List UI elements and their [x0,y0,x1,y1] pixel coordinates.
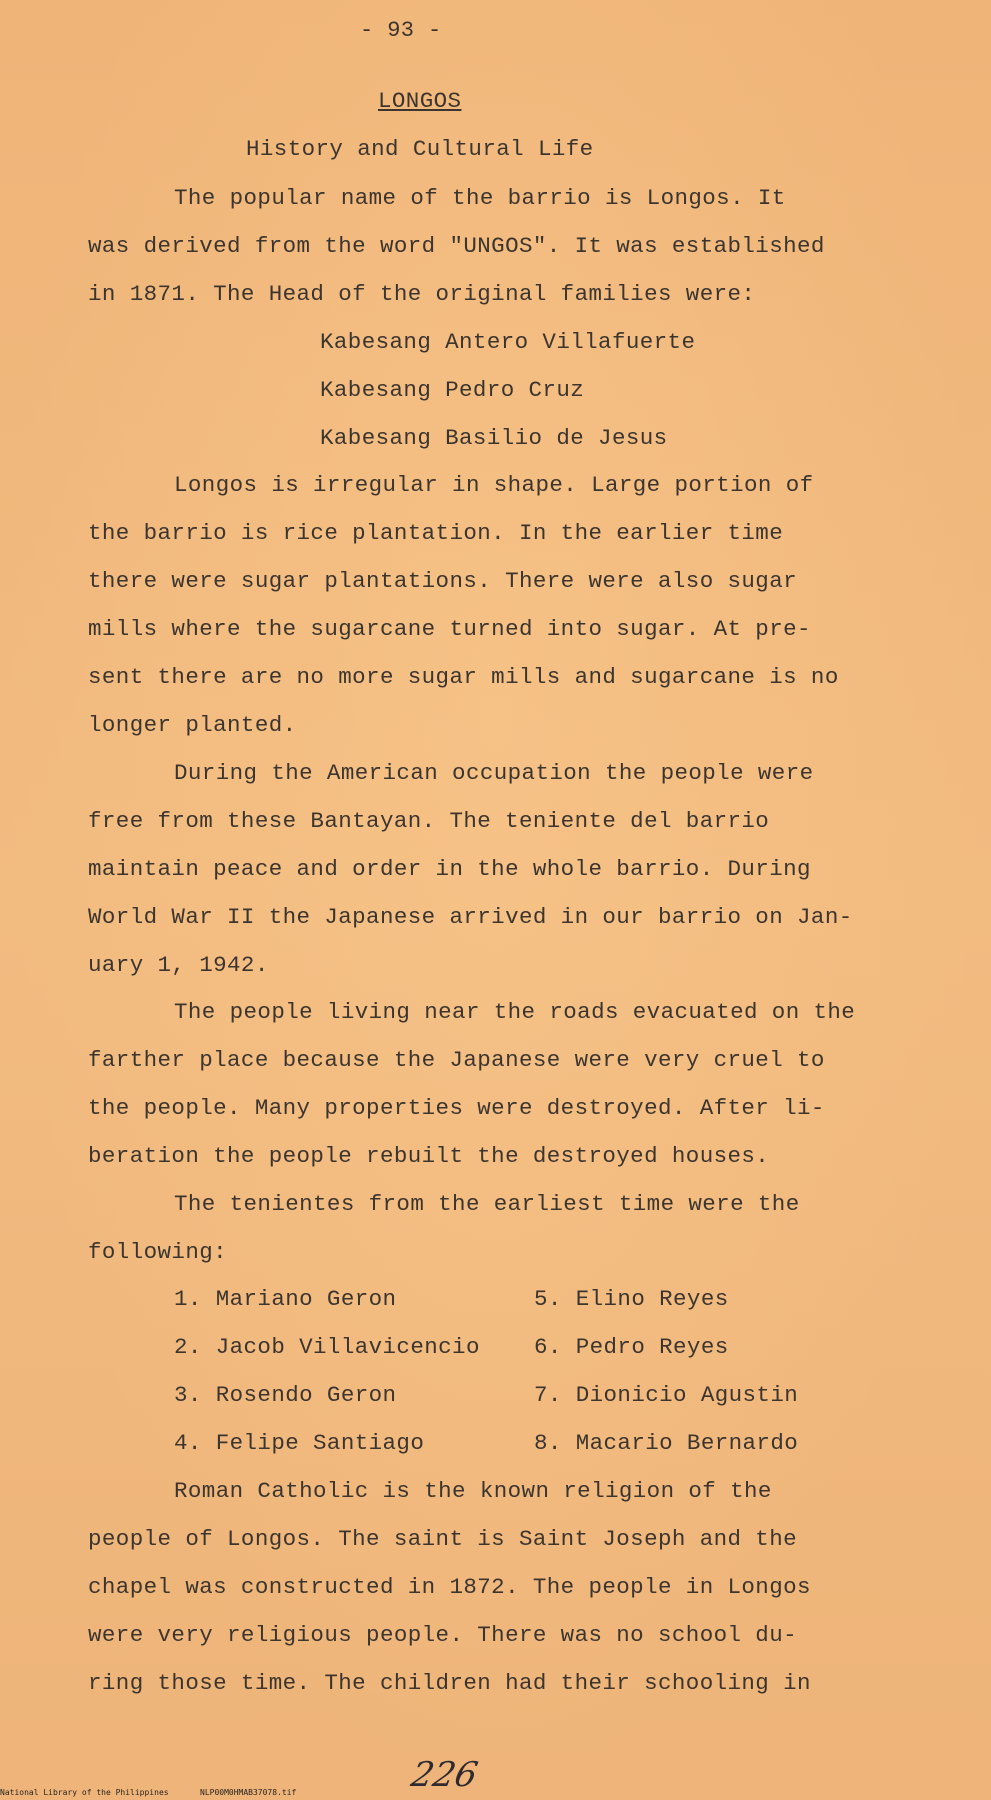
p4-line-3: the people. Many properties were destroyed. After li- [88,1095,825,1121]
family-2: Kabesang Pedro Cruz [320,377,585,403]
p6-line-3: chapel was constructed in 1872. The people in Longos [88,1574,811,1600]
family-3: Kabesang Basilio de Jesus [320,425,668,451]
teniente-item: 1. Mariano Geron [174,1286,397,1312]
p6-line-5: ring those time. The children had their schooling in [88,1670,811,1696]
p3-line-2: free from these Bantayan. The teniente del barrio [88,808,770,834]
p3-line-5: uary 1, 1942. [88,952,269,978]
p3-line-4: World War II the Japanese arrived in our barrio on Jan- [88,904,853,930]
p3-line-3: maintain peace and order in the whole barrio. During [88,856,811,882]
teniente-item: 6. Pedro Reyes [534,1334,729,1360]
p2-line-2: the barrio is rice plantation. In the earlier time [88,520,784,546]
p2-line-4: mills where the sugarcane turned into sugar. At pre- [88,616,811,642]
p6-line-2: people of Longos. The saint is Saint Joseph and the [88,1526,798,1552]
p3-line-1: During the American occupation the people were [174,760,814,786]
document-title: LONGOS [378,88,462,114]
p4-line-1: The people living near the roads evacuated on the [174,999,856,1025]
p5-line-2: following: [88,1239,228,1265]
p2-line-5: sent there are no more sugar mills and sugarcane is no [88,664,839,690]
footer-library: National Library of the Philippines [0,1788,169,1797]
family-1: Kabesang Antero Villafuerte [320,329,696,355]
p2-line-6: longer planted. [88,712,297,738]
teniente-item: 3. Rosendo Geron [174,1382,397,1408]
document-subtitle: History and Cultural Life [246,136,594,162]
p5-line-1: The tenientes from the earliest time were the [174,1191,800,1217]
p1-line-1: The popular name of the barrio is Longos. It [174,185,786,211]
p6-line-1: Roman Catholic is the known religion of the [174,1478,772,1504]
p4-line-4: beration the people rebuilt the destroyed houses. [88,1143,770,1169]
teniente-item: 4. Felipe Santiago [174,1430,425,1456]
teniente-item: 5. Elino Reyes [534,1286,729,1312]
p2-line-1: Longos is irregular in shape. Large portion of [174,472,814,498]
page-number: - 93 - [360,18,442,43]
teniente-item: 7. Dionicio Agustin [534,1382,799,1408]
p1-line-3: in 1871. The Head of the original families were: [88,281,756,307]
p6-line-4: were very religious people. There was no school du- [88,1622,798,1648]
handwritten-page-number: 226 [407,1755,482,1795]
teniente-item: 8. Macario Bernardo [534,1430,799,1456]
p2-line-3: there were sugar plantations. There were also sugar [88,568,798,594]
footer-file: NLP00M0HMAB37078.tif [200,1788,297,1797]
teniente-item: 2. Jacob Villavicencio [174,1334,480,1360]
p1-line-2: was derived from the word "UNGOS". It was established [88,233,825,259]
p4-line-2: farther place because the Japanese were very cruel to [88,1047,825,1073]
